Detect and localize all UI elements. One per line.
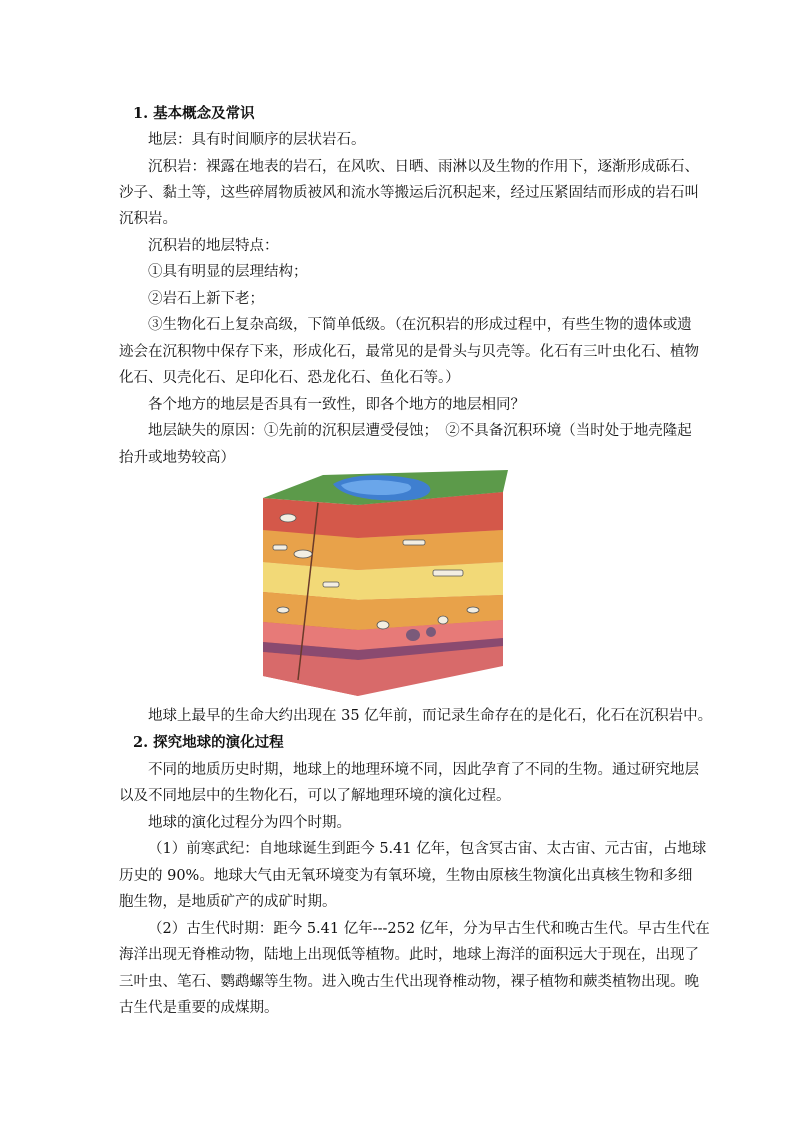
feature-3-line-3: 化石、贝壳化石、足印化石、恐龙化石、鱼化石等。） [119, 370, 460, 386]
feature-2: ②岩石上新下老； [148, 291, 264, 307]
evolution-intro-line-2: 以及不同地层中的生物化石，可以了解地理环境的演化过程。 [119, 788, 511, 804]
paleozoic-line-1: （2）古生代时期：距今 5.41 亿年---252 亿年，分为早古生代和晚古生代。早古生代在 [148, 921, 710, 937]
paleozoic-line-4: 古生代是重要的成煤期。 [119, 1000, 279, 1016]
strata-definition: 地层：具有时间顺序的层状岩石。 [148, 132, 366, 148]
earliest-life-note: 地球上最早的生命大约出现在 35 亿年前，而记录生命存在的是化石，化石在沉积岩中。 [148, 708, 713, 724]
features-title: 沉积岩的地层特点： [148, 238, 279, 254]
feature-3-line-1: ③生物化石上复杂高级，下简单低级。（在沉积岩的形成过程中，有些生物的遗体或遗 [148, 317, 692, 333]
rock-strata-illustration [243, 470, 513, 696]
evolution-intro-line-1: 不同的地质历史时期，地球上的地理环境不同，因此孕育了不同的生物。通过研究地层 [148, 762, 699, 778]
paleozoic-line-2: 海洋出现无脊椎动物，陆地上出现低等植物。此时，地球上海洋的面积远大于现在，出现了 [119, 947, 699, 963]
sedimentary-definition-line-3: 沉积岩。 [119, 211, 177, 227]
periods-intro: 地球的演化过程分为四个时期。 [148, 815, 351, 831]
precambrian-line-1: （1）前寒武纪：自地球诞生到距今 5.41 亿年，包含冥古宙、太古宙、元古宙，占地球 [148, 841, 707, 857]
paleozoic-line-3: 三叶虫、笔石、鹦鹉螺等生物。进入晚古生代出现脊椎动物，裸子植物和蕨类植物出现。晚 [119, 974, 699, 990]
precambrian-line-2: 历史的 90%。地球大气由无氧环境变为有氧环境，生物由原核生物演化出真核生物和多细 [119, 868, 693, 884]
section-1-heading: 1. 基本概念及常识 [133, 105, 255, 122]
feature-1: ①具有明显的层理结构； [148, 264, 308, 280]
missing-strata-line-2: 抬升或地势较高） [119, 450, 235, 466]
sedimentary-definition-line-1: 沉积岩：裸露在地表的岩石，在风吹、日晒、雨淋以及生物的作用下，逐渐形成砾石、 [148, 159, 699, 175]
section-2-heading: 2. 探究地球的演化过程 [133, 734, 284, 751]
sedimentary-definition-line-2: 沙子、黏土等，这些碎屑物质被风和流水等搬运后沉积起来，经过压紧固结而形成的岩石叫 [119, 185, 699, 201]
feature-3-line-2: 迹会在沉积物中保存下来，形成化石，最常见的是骨头与贝壳等。化石有三叶虫化石、植物 [119, 344, 699, 360]
missing-strata-line-1: 地层缺失的原因：①先前的沉积层遭受侵蚀； ②不具备沉积环境（当时处于地壳隆起 [148, 423, 692, 439]
consistency-question: 各个地方的地层是否具有一致性，即各个地方的地层相同？ [148, 397, 525, 413]
precambrian-line-3: 胞生物，是地质矿产的成矿时期。 [119, 894, 337, 910]
